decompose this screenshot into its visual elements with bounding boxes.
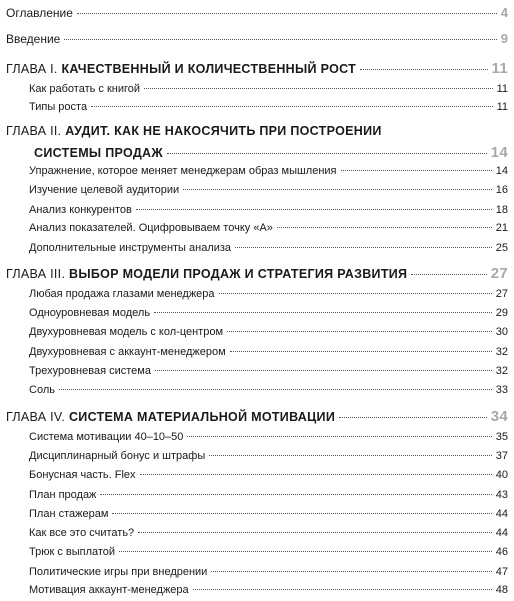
toc-page-number: 32 [495, 365, 508, 377]
toc-page-number: 11 [496, 101, 508, 113]
toc-page-number: 47 [495, 566, 508, 578]
toc-section-title: Мотивация аккаунт-менеджера [29, 584, 189, 596]
toc-section[interactable] [29, 165, 508, 177]
toc-section-title: Анализ показателей. Оцифровываем точку «А» [29, 222, 273, 234]
toc-section-title: Анализ конкурентов [29, 204, 132, 216]
toc-section-title: Бонусная часть. Flex [29, 469, 136, 481]
toc-section[interactable] [29, 527, 508, 539]
dot-leader [91, 106, 493, 107]
toc-section[interactable] [29, 546, 508, 558]
toc-section-title: Трехуровневая система [29, 365, 151, 377]
toc-section[interactable] [29, 307, 508, 319]
dot-leader [154, 312, 492, 313]
chapter-prefix: ГЛАВА I. [6, 62, 58, 76]
toc-page-number: 14 [490, 144, 508, 161]
toc-entry-contents[interactable] [6, 5, 508, 20]
toc-section[interactable] [29, 184, 508, 196]
toc-chapter-4[interactable] [6, 408, 508, 425]
dot-leader [140, 474, 492, 475]
toc-section-title: Политические игры при внедрении [29, 566, 208, 578]
toc-page-number: 27 [495, 288, 508, 300]
chapter-title-line2: СИСТЕМЫ ПРОДАЖ [34, 146, 163, 160]
toc-entry-title: Оглавление [6, 6, 73, 20]
toc-section[interactable] [29, 508, 508, 520]
toc-section-title: Одноуровневая модель [29, 307, 151, 319]
toc-page-number: 11 [491, 60, 508, 77]
toc-section-title: Как все это считать? [29, 527, 135, 539]
toc-page-number: 27 [490, 265, 508, 282]
chapter-heading [6, 124, 382, 138]
toc-page-number: 33 [495, 384, 508, 396]
toc-page-number: 4 [500, 5, 508, 20]
toc-page-number: 43 [495, 489, 508, 501]
toc-page-number: 16 [495, 184, 508, 196]
dot-leader [211, 571, 491, 572]
toc-page-number: 35 [495, 431, 508, 443]
toc-page-number: 48 [495, 584, 508, 596]
dot-leader [59, 389, 492, 390]
toc-section-title: Типы роста [29, 101, 88, 113]
toc-section[interactable] [29, 365, 508, 377]
dot-leader [183, 189, 492, 190]
toc-section-title: Трюк с выплатой [29, 546, 116, 558]
toc-section[interactable] [29, 584, 508, 596]
toc-section-title: Система мотивации 40–10–50 [29, 431, 184, 443]
toc-chapter-2[interactable] [6, 124, 508, 138]
toc-entry-title: Введение [6, 32, 61, 46]
dot-leader [277, 227, 492, 228]
toc-page-number: 18 [495, 204, 508, 216]
chapter-prefix: ГЛАВА IV. [6, 410, 66, 424]
dot-leader [209, 455, 492, 456]
dot-leader [193, 589, 492, 590]
toc-section-title: Упражнение, которое меняет менеджерам образ мышления [29, 165, 337, 177]
dot-leader [138, 532, 492, 533]
toc-entry-introduction[interactable] [6, 31, 508, 46]
dot-leader [227, 331, 492, 332]
chapter-prefix: ГЛАВА II. [6, 124, 62, 138]
dot-leader [187, 436, 491, 437]
chapter-prefix: ГЛАВА III. [6, 267, 66, 281]
toc-page-number: 29 [495, 307, 508, 319]
toc-page-number: 44 [495, 527, 508, 539]
toc-page-number: 44 [495, 508, 508, 520]
toc-section[interactable] [29, 242, 508, 254]
toc-section[interactable] [29, 326, 508, 338]
chapter-heading [6, 62, 356, 76]
toc-section[interactable] [29, 346, 508, 358]
dot-leader [64, 39, 496, 40]
toc-page-number: 40 [495, 469, 508, 481]
dot-leader [136, 209, 492, 210]
toc-page-number: 34 [490, 408, 508, 425]
chapter-title: КАЧЕСТВЕННЫЙ И КОЛИЧЕСТВЕННЫЙ РОСТ [61, 62, 357, 76]
dot-leader [339, 417, 487, 418]
toc-section-title: Изучение целевой аудитории [29, 184, 180, 196]
toc-chapter-2-continued[interactable] [34, 144, 508, 161]
toc-page-number: 32 [495, 346, 508, 358]
dot-leader [144, 88, 493, 89]
toc-section[interactable] [29, 222, 508, 234]
toc-section[interactable] [29, 83, 508, 95]
dot-leader [411, 274, 486, 275]
toc-page-number: 25 [495, 242, 508, 254]
toc-section-title: План стажерам [29, 508, 109, 520]
toc-section-title: Двухуровневая модель с кол-центром [29, 326, 224, 338]
chapter-title: ВЫБОР МОДЕЛИ ПРОДАЖ И СТРАТЕГИЯ РАЗВИТИЯ [69, 267, 408, 281]
dot-leader [235, 247, 492, 248]
dot-leader [341, 170, 492, 171]
toc-section-title: Соль [29, 384, 55, 396]
dot-leader [100, 494, 491, 495]
toc-section-title: Дополнительные инструменты анализа [29, 242, 232, 254]
chapter-heading [6, 410, 335, 424]
chapter-title: АУДИТ. КАК НЕ НАКОСЯЧИТЬ ПРИ ПОСТРОЕНИИ [65, 124, 382, 138]
toc-section-title: Как работать с книгой [29, 83, 141, 95]
toc-section[interactable] [29, 469, 508, 481]
toc-section[interactable] [29, 101, 508, 113]
toc-section[interactable] [29, 489, 508, 501]
toc-page-number: 30 [495, 326, 508, 338]
dot-leader [155, 370, 492, 371]
dot-leader [230, 351, 492, 352]
dot-leader [119, 551, 492, 552]
toc-page-number: 9 [500, 31, 508, 46]
dot-leader [360, 69, 487, 70]
toc-page-number: 37 [495, 450, 508, 462]
toc-section[interactable] [29, 566, 508, 578]
chapter-heading [6, 267, 407, 281]
toc-page-number: 11 [496, 83, 508, 95]
dot-leader [112, 513, 491, 514]
toc-section[interactable] [29, 204, 508, 216]
dot-leader [167, 153, 487, 154]
toc-section[interactable] [29, 431, 508, 443]
toc-section[interactable] [29, 384, 508, 396]
chapter-title: СИСТЕМА МАТЕРИАЛЬНОЙ МОТИВАЦИИ [68, 410, 336, 424]
dot-leader [77, 13, 497, 14]
dot-leader [219, 293, 492, 294]
toc-chapter-1[interactable] [6, 60, 508, 77]
toc-section[interactable] [29, 288, 508, 300]
toc-page-number: 46 [495, 546, 508, 558]
toc-page-number: 14 [495, 165, 508, 177]
toc-section-title: Двухуровневая с аккаунт-менеджером [29, 346, 226, 358]
toc-chapter-3[interactable] [6, 265, 508, 282]
toc-section-title: Дисциплинарный бонус и штрафы [29, 450, 206, 462]
toc-section[interactable] [29, 450, 508, 462]
toc-section-title: План продаж [29, 489, 97, 501]
toc-page-number: 21 [495, 222, 508, 234]
toc-section-title: Любая продажа глазами менеджера [29, 288, 215, 300]
